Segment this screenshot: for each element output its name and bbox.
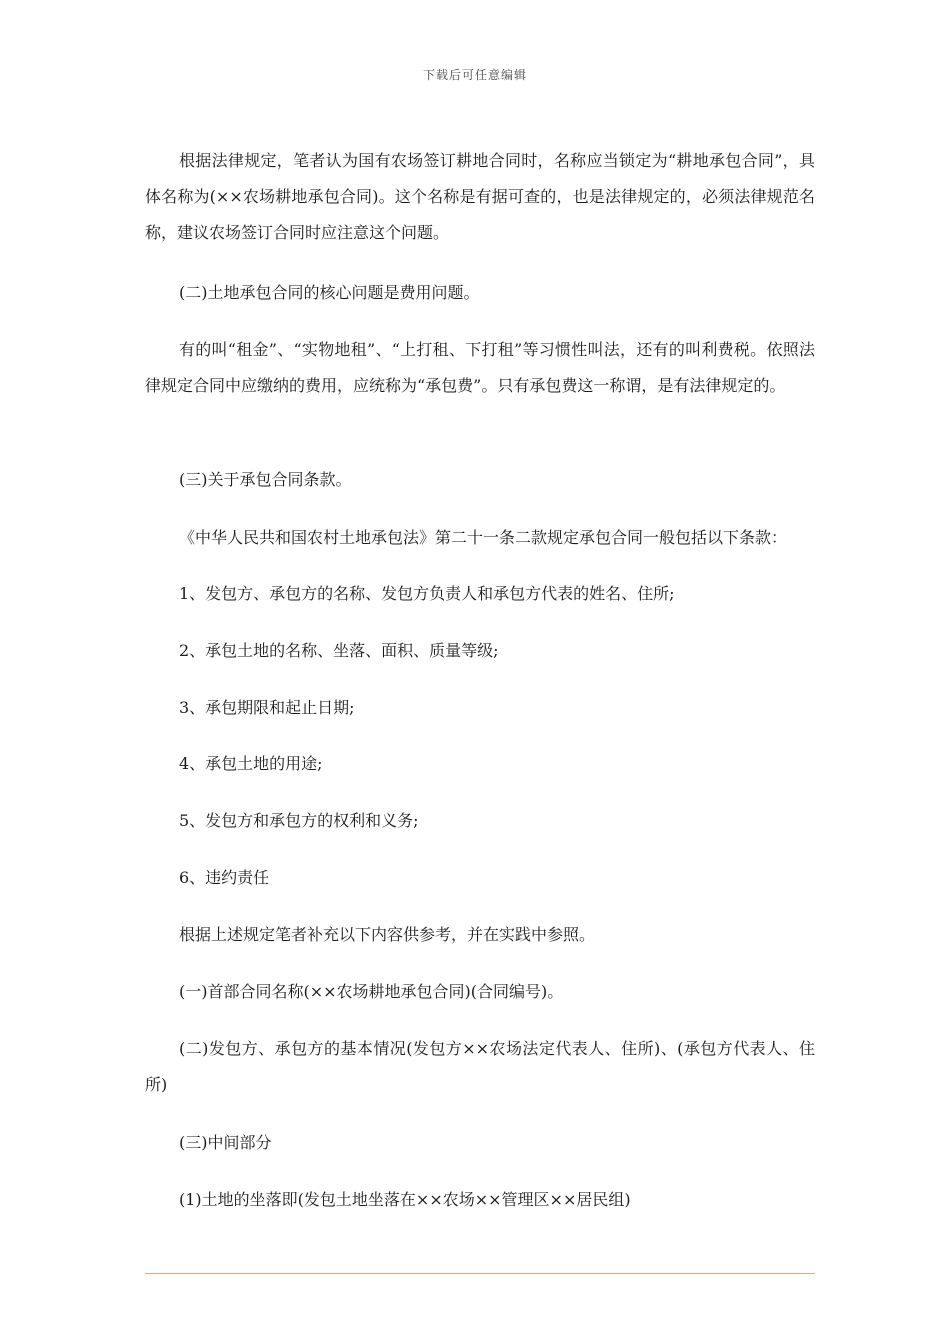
list-item-clause-6: 6、违约责任	[179, 868, 270, 887]
list-item-clause-4: 4、承包土地的用途;	[179, 754, 323, 773]
paragraph-legal-naming: 根据法律规定，笔者认为国有农场签订耕地合同时，名称应当锁定为“耕地承包合同”，具体名称为(××农场耕地承包合同)。这个名称是有据可查的，也是法律规定的，必须法律规范名称，建议农场签订合同时应注意这个问题。	[145, 151, 815, 242]
paragraph-heading-clauses: (三)关于承包合同条款。	[179, 470, 352, 489]
paragraph-law-reference: 《中华人民共和国农村土地承包法》第二十一条二款规定承包合同一般包括以下条款：	[179, 528, 788, 547]
list-item-clause-5: 5、发包方和承包方的权利和义务;	[179, 811, 419, 830]
paragraph-land-location: (1)土地的坐落即(发包土地坐落在××农场××管理区××居民组)	[179, 1190, 631, 1209]
list-item-clause-1: 1、发包方、承包方的名称、发包方负责人和承包方代表的姓名、住所;	[179, 584, 675, 603]
page-header-note: 下载后可任意编辑	[422, 68, 527, 82]
footer-divider	[145, 1273, 815, 1274]
list-item-clause-2: 2、承包土地的名称、坐落、面积、质量等级;	[179, 641, 499, 660]
paragraph-parties-info: (二)发包方、承包方的基本情况(发包方××农场法定代表人、住所)、(承包方代表人、住所)	[145, 1039, 815, 1094]
paragraph-heading-core-issue: (二)土地承包合同的核心问题是费用问题。	[179, 283, 480, 302]
paragraph-supplement: 根据上述规定笔者补充以下内容供参考，并在实践中参照。	[179, 925, 596, 944]
paragraph-middle-part: (三)中间部分	[179, 1133, 272, 1152]
list-item-clause-3: 3、承包期限和起止日期;	[179, 698, 355, 717]
paragraph-fee-naming: 有的叫“租金”、“实物地租”、“上打租、下打租”等习惯性叫法，还有的叫利费税。依照法律规定合同中应缴纳的费用，应统称为“承包费”。只有承包费这一称谓，是有法律规定的。	[145, 340, 815, 395]
paragraph-section-header: (一)首部合同名称(××农场耕地承包合同)(合同编号)。	[179, 982, 564, 1001]
